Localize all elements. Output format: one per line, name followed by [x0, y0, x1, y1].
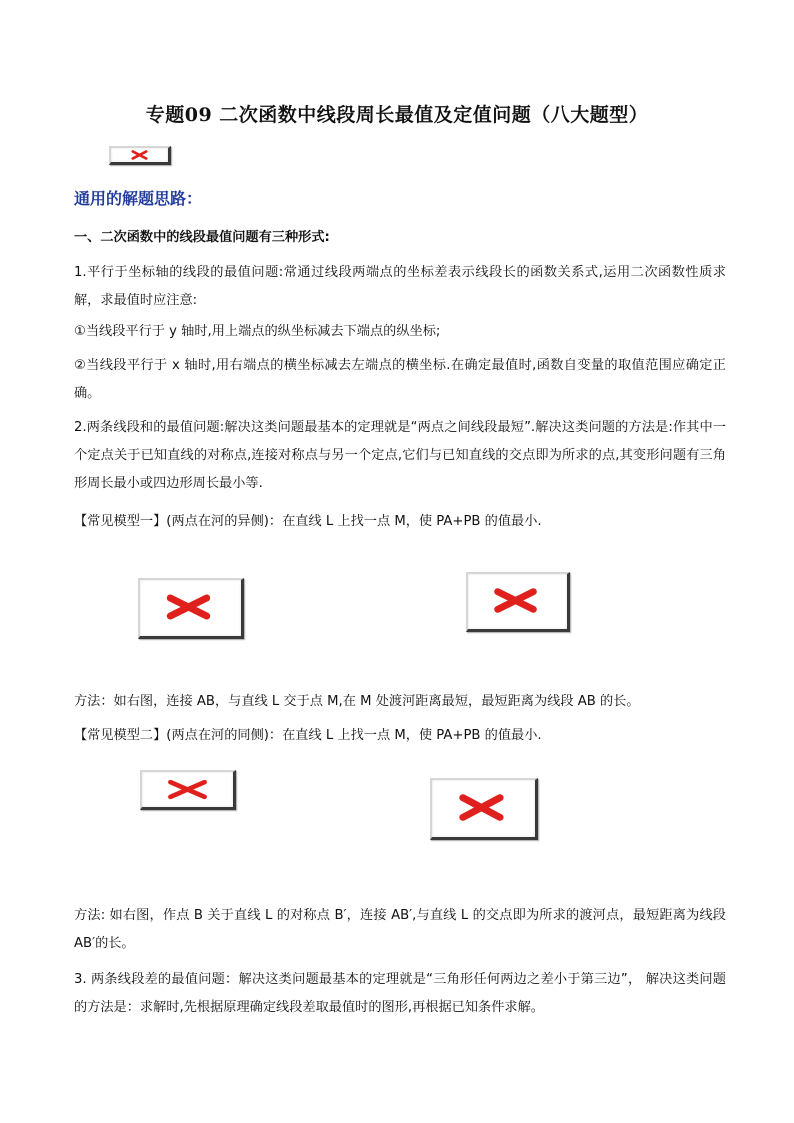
broken-image-icon [468, 574, 567, 629]
broken-image-model1-left [138, 578, 244, 639]
broken-image-icon [111, 148, 168, 162]
model-one-method: 方法：如右图，连接 AB，与直线 L 交于点 M,在 M 处渡河距离最短，最短距离为线段 AB 的长。 [74, 694, 640, 709]
broken-image-model2-right [430, 778, 538, 840]
broken-image-model1-right [466, 572, 570, 632]
model-two-method: 方法: 如右图，作点 B 关于直线 L 的对称点 B′，连接 AB′,与直线 L 的交点即为所求的渡河点，最短距离为线段 AB′的长。 [74, 908, 726, 951]
broken-image-icon [432, 780, 535, 837]
broken-image-icon [142, 772, 233, 807]
section-heading: 通用的解题思路： [74, 189, 203, 208]
model-two-heading: 【常见模型二】(两点在河的同侧)：在直线 L 上找一点 M，使 PA+PB 的值最小. [74, 728, 542, 743]
paragraph-3: 3. 两条线段差的最值问题：解决这类问题最基本的定理就是“三角形任何两边之差小于第三边”， 解决这类问题的方法是：求解时,先根据原理确定线段差取最值时的图形,再根据已知条件求解。 [74, 972, 726, 1015]
paragraph-1b: ②当线段平行于 x 轴时,用右端点的横坐标减去左端点的横坐标.在确定最值时,函数自变量的取值范围应确定正确。 [74, 358, 726, 401]
model-one-heading: 【常见模型一】(两点在河的异侧)：在直线 L 上找一点 M，使 PA+PB 的值最小. [74, 514, 542, 529]
paragraph-1a: ①当线段平行于 y 轴时,用上端点的纵坐标减去下端点的纵坐标; [74, 324, 441, 339]
paragraph-intro: 一、二次函数中的线段最值问题有三种形式: [74, 230, 330, 245]
broken-image-logo [109, 146, 171, 165]
paragraph-2: 2.两条线段和的最值问题:解决这类问题最基本的定理就是“两点之间线段最短”.解决这类问题的方法是:作其中一个定点关于已知直线的对称点,连接对称点与另一个定点,它们与已知直线的交点即为所求的点,其变形问题有三角形周长最小或四边形周长最小等. [74, 420, 726, 491]
broken-image-icon [140, 580, 241, 636]
paragraph-1: 1.平行于坐标轴的线段的最值问题:常通过线段两端点的坐标差表示线段长的函数关系式,运用二次函数性质求解，求最值时应注意: [74, 265, 726, 308]
document-title: 专题09 二次函数中线段周长最值及定值问题（八大题型） [145, 104, 649, 126]
broken-image-model2-left [140, 770, 236, 810]
